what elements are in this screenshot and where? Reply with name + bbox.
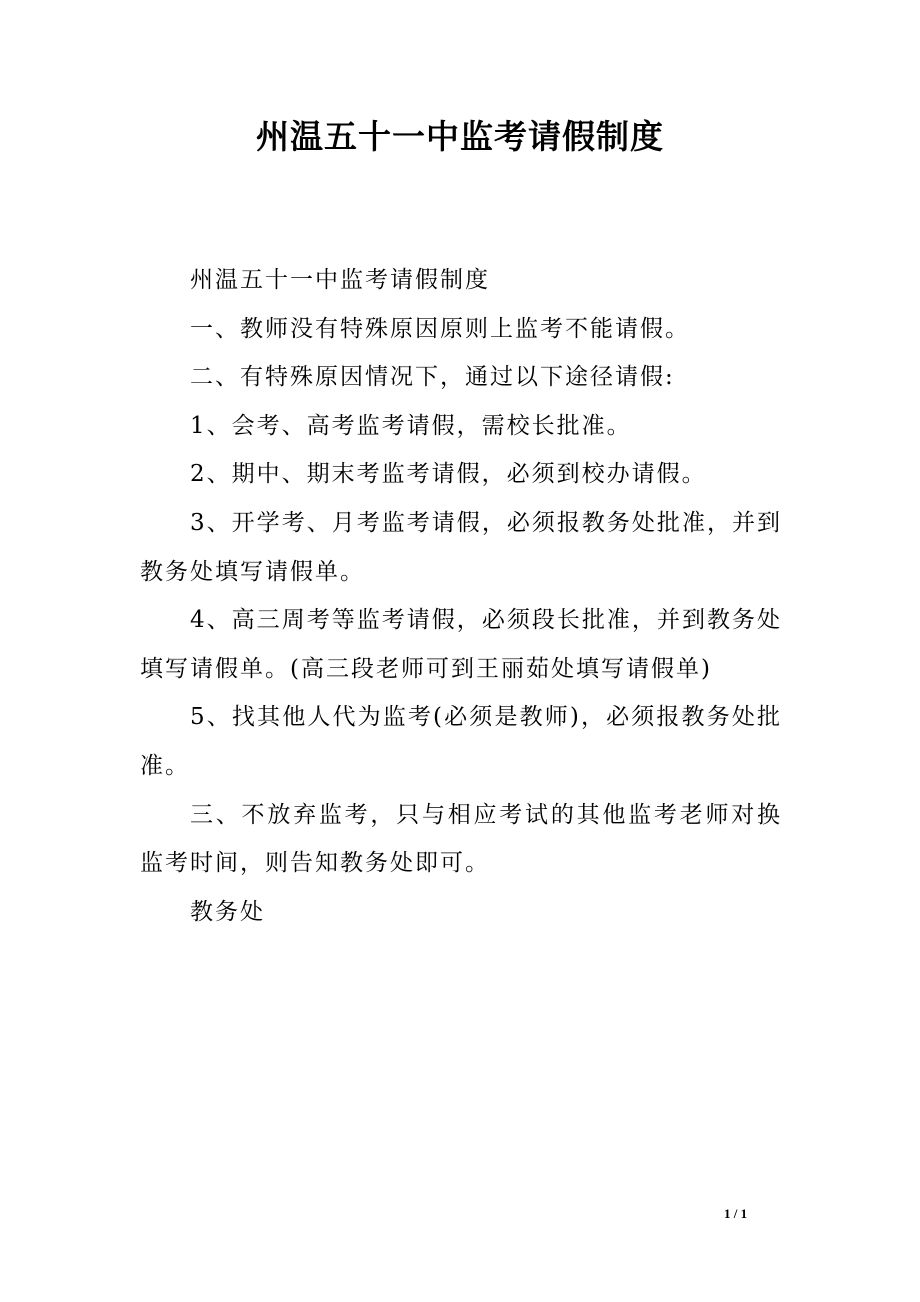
paragraph-item-1: 1、会考、高考监考请假，需校长批准。 <box>190 412 632 439</box>
document-body <box>140 256 782 936</box>
paragraph-rule-3: 三、不放弃监考，只与相应考试的其他监考老师对换监考时间，则告知教务处即可。 <box>140 801 782 877</box>
paragraph-item-2: 2、期中、期末考监考请假，必须到校办请假。 <box>190 461 707 488</box>
paragraph-heading: 州温五十一中监考请假制度 <box>190 267 490 293</box>
paragraph-signature: 教务处 <box>190 898 265 925</box>
document-title: 州温五十一中监考请假制度 <box>256 117 664 156</box>
paragraph-item-3: 3、开学考、月考监考请假，必须报教务处批准，并到教务处填写请假单。 <box>140 509 782 585</box>
paragraph-item-5: 5、找其他人代为监考(必须是教师)，必须报教务处批准。 <box>140 704 782 779</box>
paragraph-rule-2: 二、有特殊原因情况下，通过以下途径请假: <box>190 364 675 391</box>
page-number: 1 / 1 <box>724 1206 748 1221</box>
paragraph-item-4: 4、高三周考等监考请假，必须段长批准，并到教务处填写请假单。(高三段老师可到王丽茹处填写请假单) <box>140 607 782 682</box>
paragraph-rule-1: 一、教师没有特殊原因原则上监考不能请假。 <box>190 315 690 342</box>
